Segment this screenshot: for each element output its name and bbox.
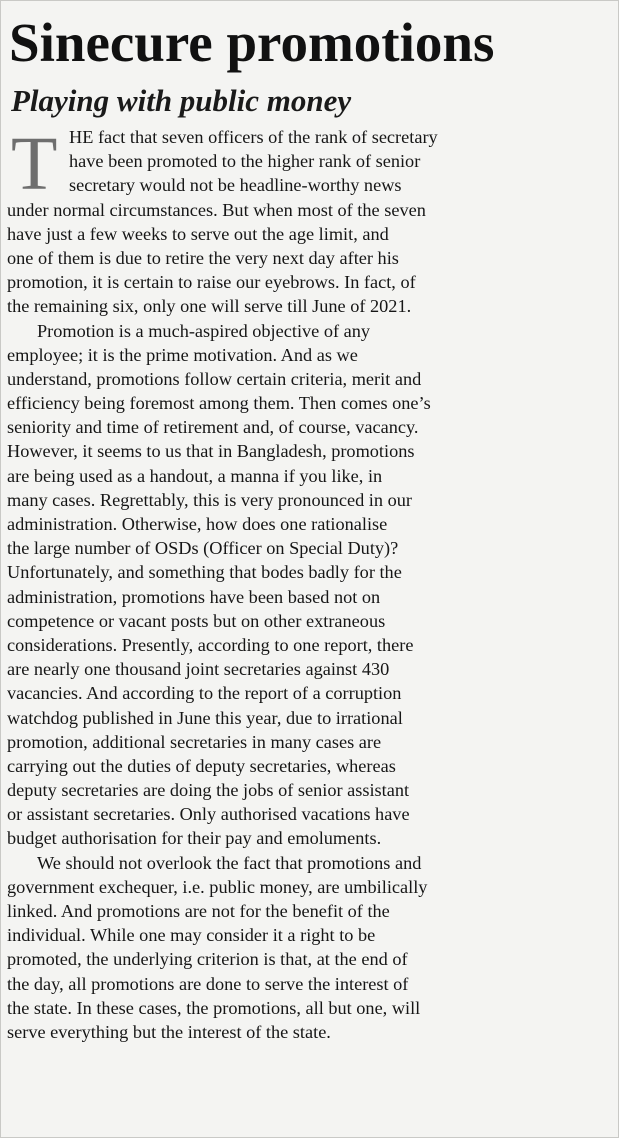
body-line: efficiency being foremost among them. Then comes one’s: [7, 393, 431, 414]
article-body: [7, 122, 611, 1044]
body-line: We should not overlook the fact that promotions and: [37, 852, 422, 873]
body-line: have been promoted to the higher rank of senior: [69, 151, 421, 172]
drop-cap: T: [11, 122, 58, 206]
body-line: considerations. Presently, according to one report, there: [7, 634, 414, 655]
body-line: watchdog published in June this year, due to irrational: [7, 707, 403, 728]
body-line: have just a few weeks to serve out the age limit, and: [7, 223, 389, 244]
body-line: government exchequer, i.e. public money, are umbilically: [7, 876, 428, 897]
first-paragraph: [7, 122, 611, 319]
body-line: are being used as a handout, a manna if you like, in: [7, 465, 383, 486]
third-paragraph: [7, 851, 611, 1045]
body-line: Promotion is a much-aspired objective of any: [37, 320, 371, 341]
subheadline: Playing with public money: [11, 83, 352, 118]
body-line: many cases. Regrettably, this is very pronounced in our: [7, 489, 412, 510]
body-line: linked. And promotions are not for the benefit of the: [7, 901, 390, 921]
body-line: individual. While one may consider it a right to be: [7, 925, 376, 946]
body-line: deputy secretaries are doing the jobs of senior assistant: [7, 780, 410, 801]
body-line: the state. In these cases, the promotions, all but one, will: [7, 997, 421, 1018]
body-line: one of them is due to retire the very next day after his: [7, 247, 399, 268]
body-line: carrying out the duties of deputy secretaries, whereas: [7, 755, 396, 776]
body-line: administration. Otherwise, how does one rationalise: [7, 514, 388, 534]
body-line: are nearly one thousand joint secretaries against 430: [7, 659, 390, 680]
body-line: secretary would not be headline-worthy news: [69, 175, 402, 196]
body-line: understand, promotions follow certain criteria, merit and: [7, 368, 422, 389]
body-line: However, it seems to us that in Bangladesh, promotions: [7, 441, 415, 462]
body-line: HE fact that seven officers of the rank of secretary: [69, 127, 438, 147]
body-line: the large number of OSDs (Officer on Special Duty)?: [7, 538, 399, 559]
headline: Sinecure promotions: [9, 12, 495, 73]
body-line: Unfortunately, and something that bodes badly for the: [7, 562, 402, 583]
body-line: competence or vacant posts but on other extraneous: [7, 610, 386, 631]
body-line: serve everything but the interest of the state.: [7, 1021, 331, 1042]
body-line: promotion, it is certain to raise our eyebrows. In fact, of: [7, 272, 416, 293]
body-line: promotion, additional secretaries in many cases are: [7, 731, 382, 752]
body-line: or assistant secretaries. Only authorised vacations have: [7, 804, 410, 825]
body-line: under normal circumstances. But when most of the seven: [7, 199, 426, 220]
second-paragraph: [7, 319, 611, 851]
body-line: vacancies. And according to the report of a corruption: [7, 683, 402, 704]
body-line: budget authorisation for their pay and emoluments.: [7, 828, 382, 849]
body-line: promoted, the underlying criterion is that, at the end of: [7, 949, 408, 970]
body-line: seniority and time of retirement and, of course, vacancy.: [7, 417, 419, 438]
body-line: the day, all promotions are done to serve the interest of: [7, 973, 409, 994]
body-line: administration, promotions have been based not on: [7, 586, 381, 607]
body-line: the remaining six, only one will serve till June of 2021.: [7, 296, 412, 317]
body-line: employee; it is the prime motivation. And as we: [7, 344, 358, 365]
